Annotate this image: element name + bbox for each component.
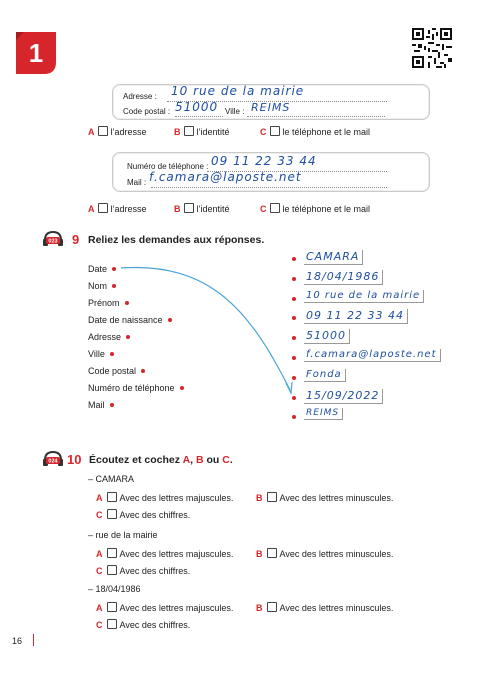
option-text: Avec des lettres majuscules.	[119, 549, 234, 559]
field-label: Code postal	[88, 366, 137, 376]
field-label: Ville	[88, 349, 105, 359]
checkbox[interactable]	[267, 602, 277, 612]
option-letter: B	[256, 549, 263, 559]
audio-track-number: 024	[48, 458, 58, 465]
field-label: Mail	[88, 400, 105, 410]
answer-item: REIMS	[304, 408, 343, 420]
address-label: Adresse :	[123, 92, 157, 101]
address-value: 10 rue de la mairie	[171, 84, 305, 98]
option-letter: B	[256, 493, 263, 503]
option-letter: B	[256, 603, 263, 613]
field-label: Numéro de téléphone	[88, 383, 175, 393]
option-b[interactable]	[256, 602, 393, 613]
option-c[interactable]	[96, 509, 190, 520]
exercise-9-title: Reliez les demandes aux réponses.	[88, 234, 265, 246]
option-text: Avec des chiffres.	[119, 510, 191, 520]
checkbox[interactable]	[107, 565, 117, 575]
option-a[interactable]	[96, 492, 233, 503]
card2-option-b[interactable]: B l’identité	[174, 204, 230, 214]
postcode-value: 51000	[175, 100, 219, 114]
headphones-icon[interactable]	[42, 451, 64, 467]
card1-option-b[interactable]: B l’identité	[174, 127, 230, 137]
field-label: Adresse	[88, 332, 122, 342]
answer-item: f.camara@laposte.net	[304, 349, 441, 362]
option-b[interactable]	[256, 492, 393, 503]
answer-item: 09 11 22 33 44	[304, 309, 408, 324]
mail-label: Mail :	[127, 178, 147, 187]
page-number: 16	[12, 636, 23, 646]
exercise-10-title: Écoutez et cochez A, B ou C.	[89, 454, 233, 466]
lesson-number: 1	[28, 38, 44, 68]
option-text: Avec des chiffres.	[119, 566, 191, 576]
phone-value: 09 11 22 33 44	[211, 154, 317, 168]
option-text: Avec des lettres minuscules.	[279, 603, 394, 613]
option-b[interactable]	[256, 548, 393, 559]
option-letter: A	[96, 603, 103, 613]
option-letter: A	[96, 493, 103, 503]
field-label: Date de naissance	[88, 315, 163, 325]
answer-item: 10 rue de la mairie	[304, 290, 424, 303]
option-c[interactable]	[96, 619, 190, 630]
option-letter: C	[96, 510, 103, 520]
option-text: Avec des lettres minuscules.	[279, 493, 394, 503]
option-text: Avec des lettres majuscules.	[119, 603, 234, 613]
checkbox[interactable]	[267, 492, 277, 502]
option-letter: C	[96, 620, 103, 630]
option-text: Avec des lettres majuscules.	[119, 493, 234, 503]
option-a[interactable]	[96, 548, 233, 559]
exercise-10-item-label: – CAMARA	[88, 474, 135, 484]
phone-label: Numéro de téléphone :	[127, 162, 209, 171]
field-label: Nom	[88, 281, 108, 291]
option-text: Avec des chiffres.	[119, 620, 191, 630]
exercise-10-number: 10	[67, 452, 82, 467]
city-label: Ville :	[225, 107, 245, 116]
field-label: Date	[88, 264, 108, 274]
exercise-9-number: 9	[72, 232, 80, 247]
checkbox[interactable]	[107, 619, 117, 629]
answer-item: 51000	[304, 329, 350, 344]
city-value: REIMS	[251, 101, 291, 114]
option-text: Avec des lettres minuscules.	[279, 549, 394, 559]
checkbox[interactable]	[107, 492, 117, 502]
card2-option-a[interactable]: A l’adresse	[88, 204, 147, 214]
field-label: Prénom	[88, 298, 120, 308]
page-number-divider	[33, 634, 34, 646]
postcode-label: Code postal :	[123, 107, 171, 116]
exercise-10-item-label: – 18/04/1986	[88, 584, 141, 594]
checkbox[interactable]	[107, 548, 117, 558]
answer-item: Fonda	[304, 369, 346, 382]
answer-item: 15/09/2022	[304, 389, 383, 404]
option-letter: A	[96, 549, 103, 559]
option-letter: C	[96, 566, 103, 576]
mail-value: f.camara@laposte.net	[149, 170, 302, 184]
option-a[interactable]	[96, 602, 233, 613]
answer-item: 18/04/1986	[304, 270, 383, 285]
answer-item: CAMARA	[304, 250, 363, 265]
audio-track-number: 023	[48, 238, 58, 245]
checkbox[interactable]	[107, 602, 117, 612]
exercise-10-item-label: – rue de la mairie	[88, 530, 158, 540]
card1-option-c[interactable]: C le téléphone et le mail	[260, 127, 371, 137]
checkbox[interactable]	[107, 509, 117, 519]
card1-option-a[interactable]: A l’adresse	[88, 127, 147, 137]
card2-option-c[interactable]: C le téléphone et le mail	[260, 204, 371, 214]
option-c[interactable]	[96, 565, 190, 576]
checkbox[interactable]	[267, 548, 277, 558]
